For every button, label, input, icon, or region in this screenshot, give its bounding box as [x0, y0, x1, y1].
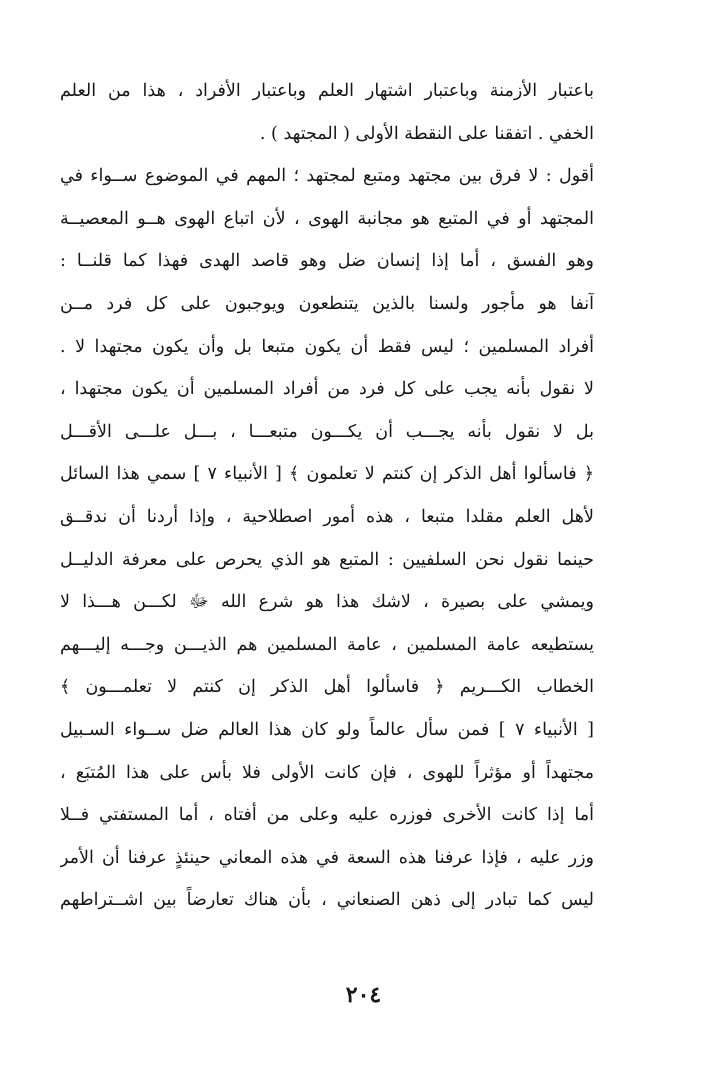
- text-line-5: وهو الفسق ، أما إذا إنسان ضل وهو قاصد الهدى فهذا كما قلنــا :: [60, 251, 594, 272]
- text-line-11: لأهل العلم مقلدا متبعا ، هذه أمور اصطلاحية ، وإذا أردنا أن ندقــق: [60, 506, 594, 527]
- page-number: ٢٠٤: [345, 982, 382, 1008]
- text-line-17: مجتهداً أو مؤثراً للهوى ، فإن كانت الأولى فلا بأس على هذا المُتبَع ،: [60, 762, 594, 783]
- text-line-6: آنفا هو مأجور ولسنا بالذين يتنطعون ويوجبون على كل فرد مــن: [60, 293, 594, 314]
- text-line-14: يستطيعه عامة المسلمين ، عامة المسلمين هم الذيـــن وجـــه إليـــهم: [60, 634, 594, 655]
- text-line-15: الخطاب الكـــريم ﴿ فاسألوا أهل الذكر إن كنتم لا تعلمـــون ﴾: [60, 677, 594, 698]
- text-line-9: بل لا نقول بأنه يجـــب أن يكـــون متبعـــا ، بـــل علـــى الأقـــل: [60, 421, 594, 442]
- text-line-16: [ الأنبياء ٧ ] فمن سأل عالماً ولو كان هذا العالم ضل ســواء السـبيل: [60, 719, 594, 740]
- text-line-8: لا نقول بأنه يجب على كل فرد من أفراد المسلمين أن يكون مجتهدا ،: [60, 379, 594, 400]
- body-text: [60, 70, 594, 922]
- text-line-19: وزر عليه ، فإذا عرفنا هذه السعة في هذه المعاني حينئذٍ عرفنا أن الأمر: [60, 847, 594, 868]
- text-line-2: الخفي . اتفقنا على النقطة الأولى ( المجتهد ) .: [259, 123, 594, 144]
- text-line-4: المجتهد أو في المتبع هو مجانبة الهوى ، لأن اتباع الهوى هــو المعصيــة: [60, 208, 594, 229]
- text-line-12: حينما نقول نحن السلفيين : المتبع هو الذي يحرص على معرفة الدليــل: [60, 549, 594, 570]
- text-line-18: أما إذا كانت الأخرى فوزره عليه وعلى من أفتاه ، أما المستفتي فــلا: [60, 805, 594, 826]
- text-line-7: أفراد المسلمين ؛ ليس فقط أن يكون متبعا بل وأن يكون مجتهدا لا .: [60, 336, 594, 357]
- text-line-3: أقول : لا فرق بين مجتهد ومتبع لمجتهد ؛ المهم في الموضوع ســواء في: [60, 166, 594, 187]
- text-line-1: باعتبار الأزمنة وباعتبار اشتهار العلم وباعتبار الأفراد ، هذا من العلم: [60, 81, 594, 101]
- text-line-13: ويمشي على بصيرة ، لاشك هذا هو شرع الله ﷻ لكـــن هـــذا لا: [60, 592, 594, 613]
- text-line-20: ليس كما تبادر إلى ذهن الصنعاني ، بأن هناك تعارضاً بين اشــتراطهم: [60, 890, 594, 911]
- text-line-10: ﴿ فاسألوا أهل الذكر إن كنتم لا تعلمون ﴾ [ الأنبياء ٧ ] سمي هذا السائل: [60, 464, 594, 485]
